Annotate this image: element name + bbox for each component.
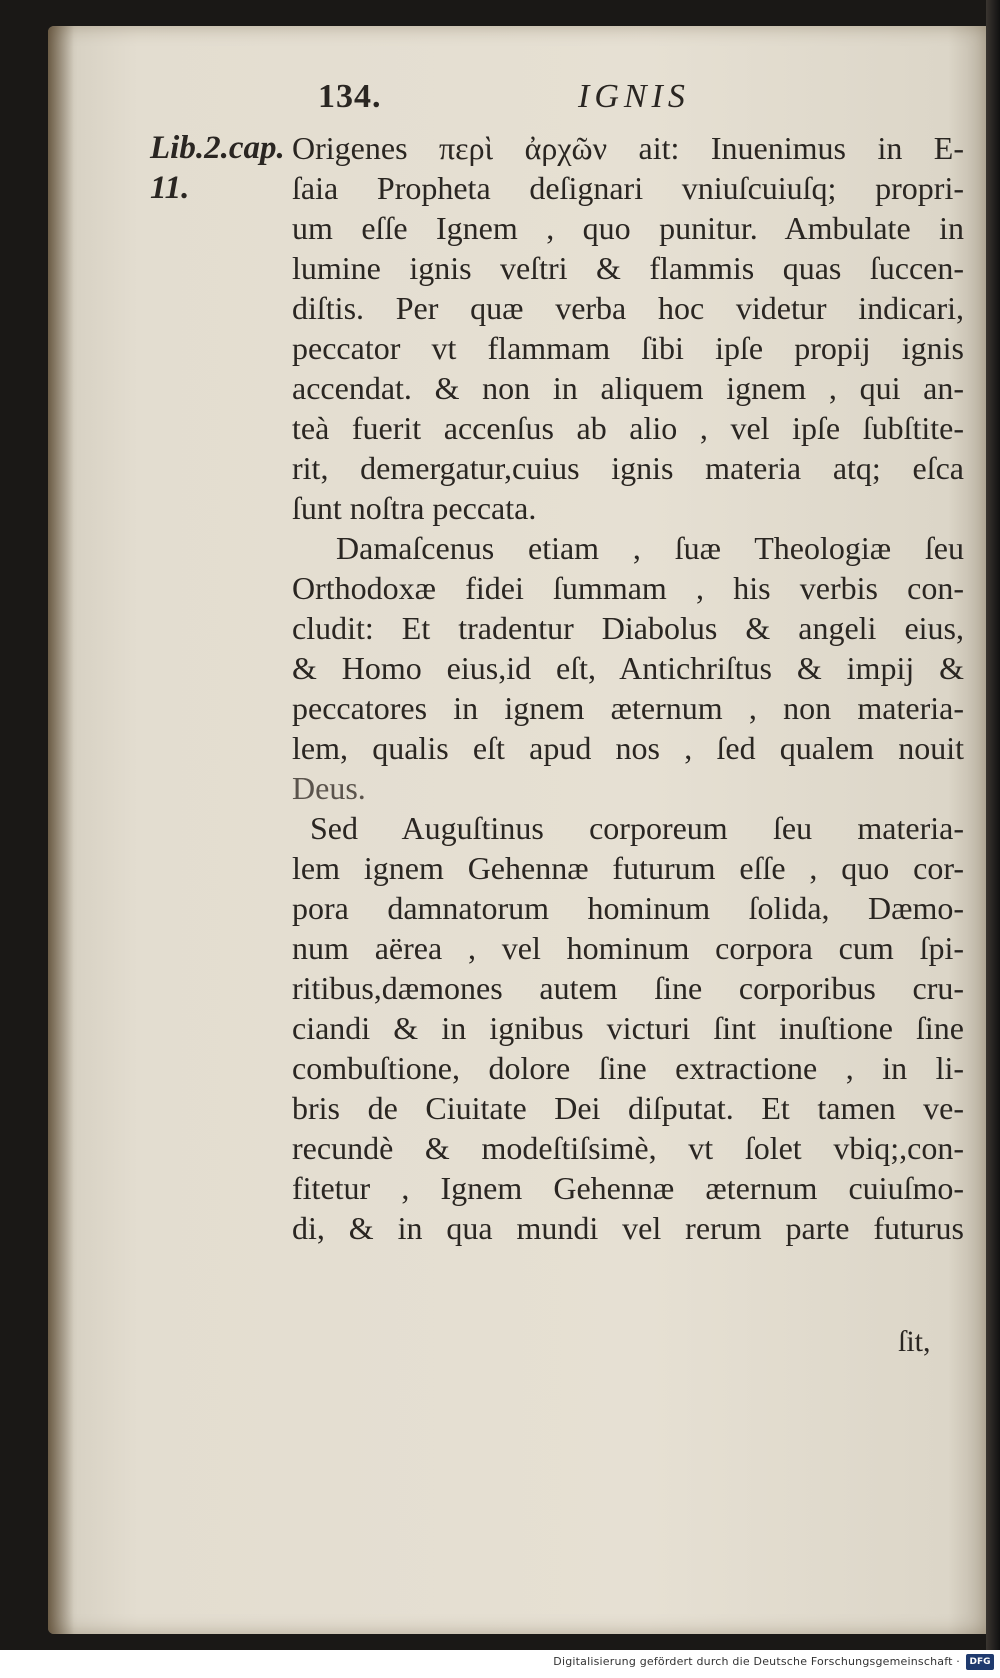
text-line: Deus.: [292, 770, 366, 806]
digitization-footer: [0, 1650, 1000, 1678]
margin-note-line: 11.: [150, 170, 190, 206]
page-gutter-shadow: [48, 26, 74, 1634]
text-line: & Homo eius,id eſt, Antichriſtus & impij &: [292, 650, 964, 686]
dfg-logo: DFG: [966, 1654, 994, 1670]
text-line: Origenes περὶ ἀρχῶν ait: Inuenimus in E-: [292, 130, 964, 166]
text-line: pora damnatorum hominum ſolida, Dæmo-: [292, 890, 964, 926]
text-line: lem, qualis eſt apud nos , ſed qualem nouit: [292, 730, 964, 766]
text-line: fitetur , Ignem Gehennæ æternum cuiuſmo-: [292, 1170, 964, 1206]
text-line: cludit: Et tradentur Diabolus & angeli eius,: [292, 610, 964, 646]
margin-note: [150, 128, 290, 208]
text-line: peccator vt flammam ſibi ipſe propij ignis: [292, 330, 964, 366]
text-line: um eſſe Ignem , quo punitur. Ambulate in: [292, 210, 964, 246]
text-line: di, & in qua mundi vel rerum parte futurus: [292, 1210, 964, 1246]
catchword: ſit,: [898, 1325, 931, 1358]
text-line: rit, demergatur,cuius ignis materia atq; eſca: [292, 450, 964, 486]
body-text: [292, 128, 964, 1248]
margin-note-line: Lib.2.cap.: [150, 130, 285, 166]
text-line: Damaſcenus etiam , ſuæ Theologiæ ſeu: [336, 530, 964, 566]
text-line: ciandi & in ignibus victuri ſint inuſtione ſine: [292, 1010, 964, 1046]
text-line: Orthodoxæ fidei ſummam , his verbis con-: [292, 570, 964, 606]
text-line: ſunt noſtra peccata.: [292, 490, 537, 526]
text-line: diſtis. Per quæ verba hoc videtur indicari,: [292, 290, 964, 326]
text-line: bris de Ciuitate Dei diſputat. Et tamen ve-: [292, 1090, 964, 1126]
text-line: recundè & modeſtiſsimè, vt ſolet vbiq;,con-: [292, 1130, 964, 1166]
text-line: combuſtione, dolore ſine extractione , in li-: [292, 1050, 964, 1086]
text-line: accendat. & non in aliquem ignem , qui an-: [292, 370, 964, 406]
page-number: 134.: [318, 78, 382, 115]
text-line: lem ignem Gehennæ futurum eſſe , quo cor-: [292, 850, 964, 886]
text-line: Sed Auguſtinus corporeum ſeu materia-: [310, 810, 964, 846]
text-line: num aërea , vel hominum corpora cum ſpi-: [292, 930, 964, 966]
running-head: IGNIS: [578, 78, 690, 115]
page-edge: [986, 0, 1000, 1650]
text-line: teà fuerit accenſus ab alio , vel ipſe ſubſtite-: [292, 410, 964, 446]
text-line: ſaia Propheta deſignari vniuſcuiuſq; propri-: [292, 170, 964, 206]
text-line: lumine ignis veſtri & flammis quas ſuccen-: [292, 250, 964, 286]
text-line: ritibus,dæmones autem ſine corporibus cru-: [292, 970, 964, 1006]
page-header: [318, 78, 718, 122]
text-line: peccatores in ignem æternum , non materia-: [292, 690, 964, 726]
funding-credit: Digitalisierung gefördert durch die Deutsche Forschungsgemeinschaft ·: [553, 1655, 960, 1668]
